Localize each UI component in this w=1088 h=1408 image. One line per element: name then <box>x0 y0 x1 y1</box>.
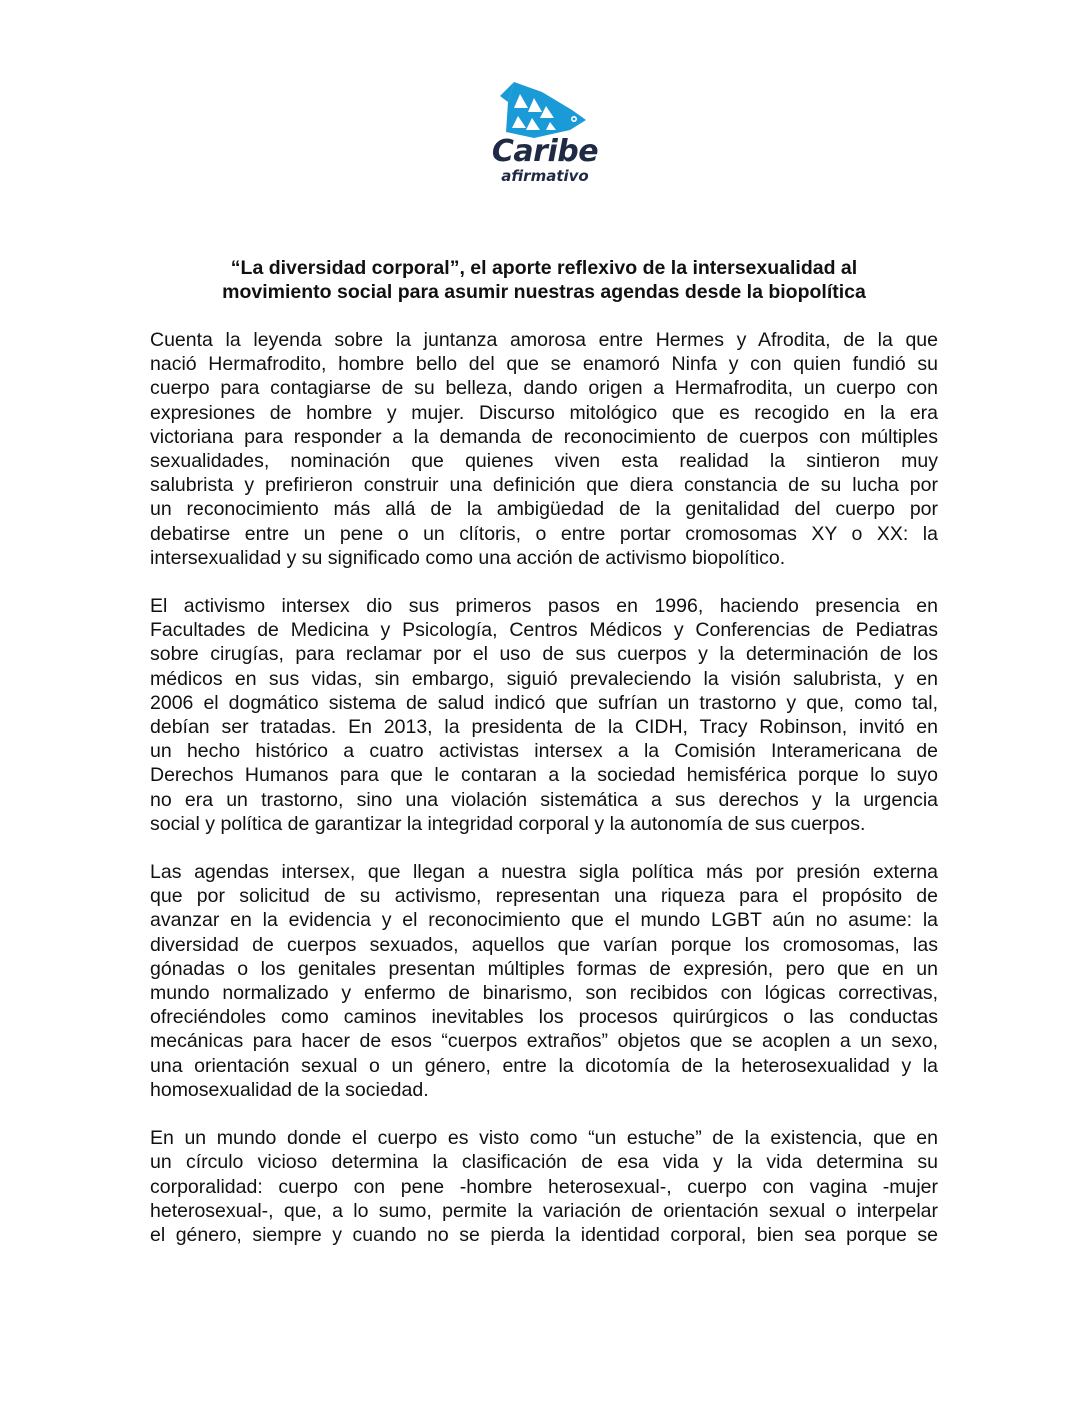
paragraph-line: cuerpo para contagiarse de su belleza, dando origen a Hermafrodita, un cuerpo con <box>150 377 938 400</box>
paragraph-line: médicos en sus vidas, sin embargo, siguió prevaleciendo la visión salubrista, y en <box>150 667 938 690</box>
paragraph-line: En un mundo donde el cuerpo es visto como “un estuche” de la existencia, que en <box>150 1127 938 1150</box>
paragraph-line: mecánicas para hacer de esos “cuerpos extraños” objetos que se acoplen a un sexo, <box>150 1030 938 1053</box>
paragraph-line: social y política de garantizar la integridad corporal y la autonomía de sus cuerpos. <box>150 812 866 835</box>
paragraph-line: sexualidades, nominación que quienes viven esta realidad la sintieron muy <box>150 450 938 473</box>
paragraph-line: victoriana para responder a la demanda de reconocimiento de cuerpos con múltiples <box>150 425 938 448</box>
paragraph-line: Las agendas intersex, que llegan a nuestra sigla política más por presión externa <box>150 861 938 884</box>
paragraph-line: El activismo intersex dio sus primeros pasos en 1996, haciendo presencia en <box>150 595 938 618</box>
paragraph-line: heterosexual-, que, a lo sumo, permite la variación de orientación sexual o interpelar <box>150 1199 938 1222</box>
paragraph-line: gónadas o los genitales presentan múltiples formas de expresión, pero que en un <box>150 957 938 980</box>
paragraph-line: Derechos Humanos para que le contaran a la sociedad hemisférica porque lo suyo <box>150 764 938 787</box>
paragraph-line: un reconocimiento más allá de la ambigüedad de la genitalidad del cuerpo por <box>150 498 938 521</box>
paragraph-line: debatirse entre un pene o un clítoris, o entre portar cromosomas XY o XX: la <box>150 522 938 545</box>
paragraph <box>150 1126 938 1247</box>
paragraph-line: avanzar en la evidencia y el reconocimiento que el mundo LGBT aún no asume: la <box>150 909 938 932</box>
logo-line-2: afirmativo <box>501 167 589 185</box>
paragraph-line: corporalidad: cuerpo con pene -hombre heterosexual-, cuerpo con vagina -mujer <box>150 1175 938 1198</box>
paragraph-line: que por solicitud de su activismo, representan una riqueza para el propósito de <box>150 885 938 908</box>
paragraph-line: no era un trastorno, sino una violación sistemática a sus derechos y la urgencia <box>150 788 938 811</box>
paragraph <box>150 594 938 836</box>
paragraph-line: Facultades de Medicina y Psicología, Centros Médicos y Conferencias de Pediatras <box>150 619 938 642</box>
document-body <box>150 328 938 1271</box>
paragraph <box>150 860 938 1102</box>
document-title <box>150 256 938 304</box>
paragraph-line: mundo normalizado y enfermo de binarismo, son recibidos con lógicas correctivas, <box>150 982 938 1005</box>
paragraph-line: salubrista y prefirieron construir una definición que diera constancia de su lucha por <box>150 474 938 497</box>
paragraph-line: homosexualidad de la sociedad. <box>150 1078 429 1101</box>
title-line-2: movimiento social para asumir nuestras agendas desde la biopolítica <box>222 281 866 303</box>
paragraph-line: expresiones de hombre y mujer. Discurso mitológico que es recogido en la era <box>150 401 938 424</box>
paragraph-line: el género, siempre y cuando no se pierda la identidad corporal, bien sea porque se <box>150 1223 938 1246</box>
paragraph-line: ofreciéndoles como caminos inevitables los procesos quirúrgicos o las conductas <box>150 1006 938 1029</box>
logo-line-1: Caribe <box>491 134 599 169</box>
paragraph-line: un hecho histórico a cuatro activistas intersex a la Comisión Interamericana de <box>150 740 938 763</box>
paragraph-line: Cuenta la leyenda sobre la juntanza amorosa entre Hermes y Afrodita, de la que <box>150 329 938 351</box>
paragraph-line: diversidad de cuerpos sexuados, aquellos que varían porque los cromosomas, las <box>150 933 938 956</box>
paragraph-line: un círculo vicioso determina la clasificación de esa vida y la vida determina su <box>150 1151 938 1174</box>
logo-wordmark <box>470 136 620 184</box>
paragraph-line: sobre cirugías, para reclamar por el uso de sus cuerpos y la determinación de los <box>150 643 938 666</box>
paragraph-line: debían ser tratadas. En 2013, la presidenta de la CIDH, Tracy Robinson, invitó en <box>150 716 938 739</box>
paragraph <box>150 328 938 570</box>
title-line-1: “La diversidad corporal”, el aporte reflexivo de la intersexualidad al <box>230 257 858 279</box>
paragraph-line: 2006 el dogmático sistema de salud indicó que sufrían un trastorno y que, como tal, <box>150 691 938 714</box>
paragraph-line: nació Hermafrodito, hombre bello del que se enamoró Ninfa y con quien fundió su <box>150 353 938 376</box>
paragraph-line: intersexualidad y su significado como una acción de activismo biopolítico. <box>150 546 786 569</box>
paragraph-line: una orientación sexual o un género, entre la dicotomía de la heterosexualidad y la <box>150 1054 938 1077</box>
